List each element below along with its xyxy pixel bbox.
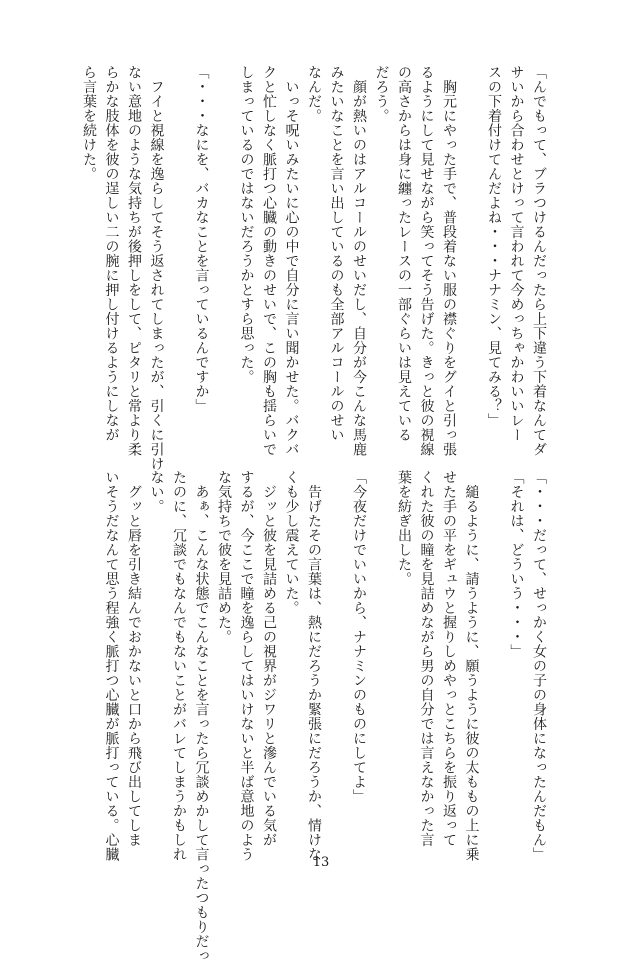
page-number: 13 (312, 855, 330, 870)
text-block-bottom: 「・・・だって、せっかく女の子の身体になったんだもん」 「それは、どういう・・・」 縋るように、請うように、願うように彼の太ももの上に乗 せた手の平をギュウと握りしめやっとこちらを振り返って くれた彼の瞳を見詰めながら男の自分では言えなかった言 葉を紡ぎ出した。 「今夜だけでいいから、ナナミンのものにしてよ」 告げたその言葉は、熱にだろうか緊張にだろうか、情けな くも少し震えていた。 ジッと彼を見詰める己の視界がジワリと滲んでいる気が するが、今ここで瞳を逸らしてはいけないと半ば意地のよう な気持ちで彼を見詰めた。 あぁ、こんな状態でこんなことを言ったら冗談めかして言ったつもりだっ たのに、冗談でもなんでもないことがバレてしまうかもしれ ない。 グッと唇を引き結んでおかないと口から飛び出してしま いそうだなんて思う程強く脈打つ心臓が脈打っている。心臓 (103, 470, 547, 963)
text-block-top: 「んでもって、ブラつけるんだったら上下違う下着なんてダ サいから合わせとけって言われて今めっちゃかわいいレー スの下着付けてんだよね・・・ナナミン、見てみる？」 胸元にやった手で、普段着ない服の襟ぐりをグイと引っ張 るようにして見せながら笑ってそう告げた。きっと彼の視線 の高さからは身に纏ったレースの一部ぐらいは見えている だろう。 顔が熱いのはアルコールのせいだし、自分が今こんな馬鹿 みたいなことを言い出しているのも全部アルコールのせい なんだ。 いっそ呪いみたいに心の中で自分に言い聞かせた。バクバ クと忙しなく脈打つ心臓の動きのせいで、この胸も揺らいで しまっているのではないだろうかとすら思った。 「・・・なにを、バカなことを言っているんですか」 フイと視線を逸らしてそう返されてしまったが、引くに引け ない意地のような気持ちが後押しをして、ピタリと常より柔 らかな肢体を彼の逞しい二の腕に押し付けるようにしなが ら言葉を続けた。 (81, 65, 547, 471)
